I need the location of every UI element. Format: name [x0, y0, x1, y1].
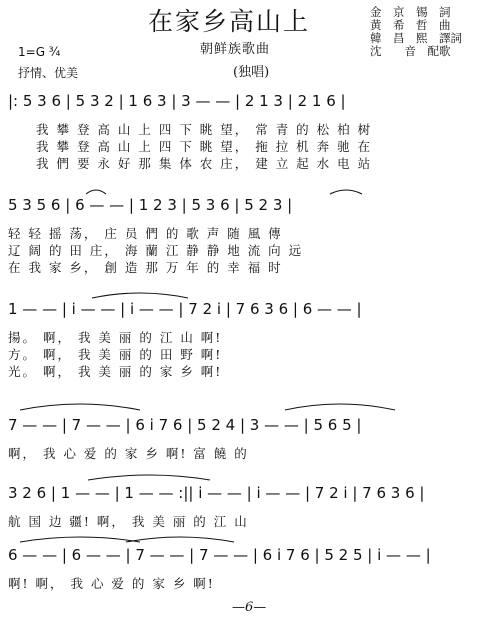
tie-mark	[330, 190, 362, 194]
song-title: 在家乡高山上	[148, 7, 311, 36]
tie-mark	[126, 537, 234, 542]
notation-row: 5 3 5 6 | 6 — — | 1 2 3 | 5 3 6 | 5 2 3 |	[8, 196, 293, 214]
notation-row: 1 — — | i — — | i — — | 7 2 i | 7 6 3 6 | 6 — — |	[8, 300, 362, 318]
lyric-verse-2: 我 攀 登 高 山 上 四 下 眺 望， 拖 拉 机 奔 驰 在	[36, 139, 373, 154]
lyric-verse-1: 我 攀 登 高 山 上 四 下 眺 望， 常 青 的 松 柏 树	[36, 122, 373, 137]
credit-composer: 黄 希 哲 曲	[370, 18, 451, 32]
lyric-verse-1: 航 国 边 疆! 啊， 我 美 丽 的 江 山	[8, 514, 249, 529]
tie-mark	[88, 475, 210, 480]
tie-mark	[285, 404, 395, 410]
notation-row: |: 5 3 6 | 5 3 2 | 1 6 3 | 3 — — | 2 1 3 | 2 1 6 |	[8, 92, 346, 110]
tie-mark	[20, 404, 140, 410]
lyric-verse-1: 轻 轻 摇 荡， 庄 员 們 的 歌 声 随 風 傳	[8, 226, 283, 241]
lyric-verse-3: 光。 啊， 我 美 丽 的 家 乡 啊!	[8, 364, 223, 379]
lyric-verse-1: 揚。 啊， 我 美 丽 的 江 山 啊!	[8, 330, 223, 345]
credit-translator: 韓 昌 熙 譯詞	[370, 31, 462, 45]
lyric-verse-1: 啊， 我 心 爱 的 家 乡 啊! 富 饒 的	[8, 446, 249, 461]
lyric-verse-2: 辽 阔 的 田 庄， 海 蘭 江 静 静 地 流 向 远	[8, 243, 304, 258]
tempo-marking: 抒情、优美	[18, 66, 79, 80]
notation-row: 6 — — | 6 — — | 7 — — | 7 — — | 6 i 7 6 | 5 2 5 | i — — |	[8, 546, 431, 564]
credit-arranger: 沈 音 配歌	[370, 44, 451, 58]
notation-row: 3 2 6 | 1 — — | 1 — — :|| i — — | i — — | 7 2 i | 7 6 3 6 |	[8, 484, 425, 502]
lyric-verse-1: 啊! 啊， 我 心 爱 的 家 乡 啊!	[8, 576, 215, 591]
performance-note: (独唱)	[233, 65, 270, 80]
lyric-verse-2: 方。 啊， 我 美 丽 的 田 野 啊!	[8, 347, 223, 362]
tie-mark	[20, 537, 140, 542]
tie-mark	[86, 190, 106, 194]
tie-mark	[92, 293, 188, 298]
lyric-verse-3: 在 我 家 乡， 創 造 那 万 年 的 幸 福 时	[8, 260, 283, 275]
key-signature: 1=G ¾	[18, 45, 61, 59]
song-subtitle: 朝鲜族歌曲	[200, 42, 271, 57]
page-number: —6—	[232, 600, 267, 615]
notation-row: 7 — — | 7 — — | 6 i 7 6 | 5 2 4 | 3 — — | 5 6 5 |	[8, 416, 362, 434]
credit-lyricist: 金 京 锡 詞	[370, 5, 451, 19]
lyric-verse-3: 我 們 要 永 好 那 集 体 农 庄， 建 立 起 水 电 站	[36, 156, 373, 171]
